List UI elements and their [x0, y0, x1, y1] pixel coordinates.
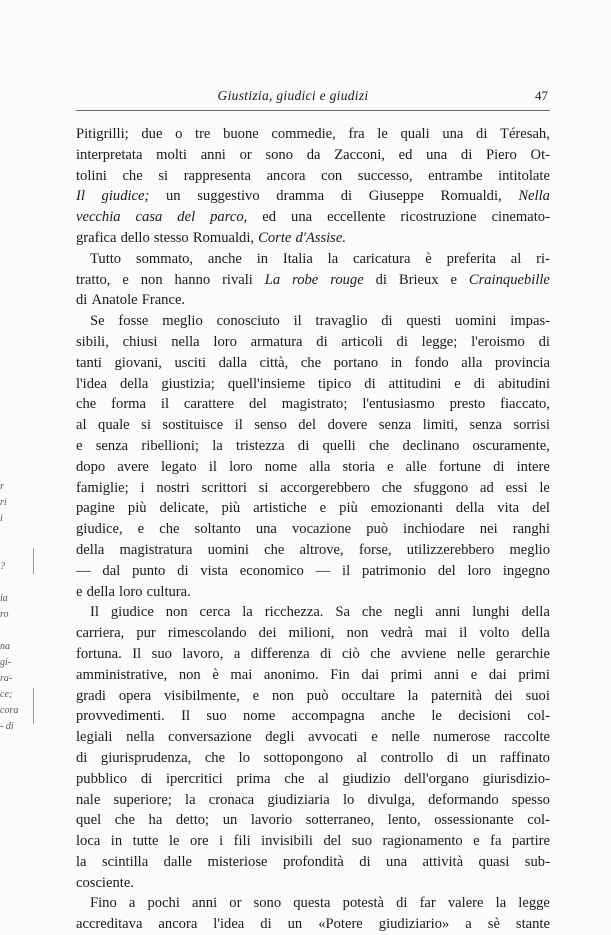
header-rule [76, 110, 550, 111]
left-margin-bleed-through [0, 480, 22, 736]
running-header [78, 88, 548, 106]
text-line: amministrative, non è mai anonimo. Fin dai primi anni e dai primi [76, 666, 550, 683]
text-line: di Anatole France. [76, 292, 186, 309]
margin-fragment: ? [0, 561, 5, 572]
text-line: della magistratura uomini che altrove, forse, utilizzerebbero meglio [76, 541, 550, 558]
margin-fragment: ro [0, 609, 9, 620]
margin-fragment [0, 624, 22, 640]
text-line: carriera, pur rimescolando dei milioni, non vedrà mai il volto della [76, 625, 550, 642]
text-line: al quale si sostituisce il senso del dovere senza limiti, senza sorrisi [76, 417, 550, 434]
text-line: fortuna. Il suo lavoro, a differenza di ciò che avviene nelle gerarchie [76, 645, 550, 662]
text-line: tanti giovani, usciti dalla città, che portano in fondo alla provincia [76, 354, 550, 371]
text-line: che forma il carattere del magistrato; l'entusiasmo presto fiaccato, [76, 396, 550, 413]
text-line: Il giudice non cerca la ricchezza. Sa che negli anni lunghi della [90, 604, 550, 621]
text-line: sibili, chiusi nella loro armatura di articoli di legge; l'eroismo di [76, 333, 550, 350]
text-line: provvedimenti. Il suo nome accompagna anche le decisioni col- [76, 708, 550, 725]
margin-fragment: - di [0, 721, 14, 732]
margin-fragment: gi- [0, 657, 12, 668]
margin-fragment: i [0, 513, 3, 524]
text-line: nale superiore; la cronaca giudiziaria lo divulga, deformando spesso [76, 791, 550, 808]
margin-fragment [0, 576, 22, 592]
text-line: pagine più delicate, più artistiche e più emozionanti della vita del [76, 500, 550, 517]
text-line: l'idea della giustizia; quell'insieme tipico di attitudini e di abitudini [76, 375, 550, 392]
text-line: famiglie; i nostri scrittori si accorgerebbero che sfuggono ad essi le [76, 479, 550, 496]
text-line: tratto, e non hanno rivali La robe rouge di Brieux e Crainquebille [76, 271, 550, 288]
text-line: Pitigrilli; due o tre buone commedie, fra le quali una di Téresah, [76, 126, 550, 142]
text-line: Se fosse meglio conosciuto il travaglio di questi uomini impas- [90, 313, 550, 330]
text-line: la scintilla dalle misteriose profondità di una attività quasi sub- [76, 853, 550, 870]
text-line: e senza ribellioni; la tristezza di quelli che declinano oscuramente, [76, 437, 550, 454]
text-line: Il giudice; un suggestivo dramma di Giuseppe Romualdi, Nella [76, 188, 550, 205]
margin-mark [33, 688, 34, 724]
margin-fragment [0, 544, 22, 560]
text-line: giudice, e che soltanto una vocazione può inchiodare nei ranghi [76, 521, 550, 538]
text-line: Tutto sommato, anche in Italia la caricatura è preferita al ri- [90, 250, 550, 267]
text-line: loca in tutte le ore i fili invisibili del suo ragionamento e fa partire [76, 833, 550, 850]
margin-mark [33, 548, 34, 574]
margin-fragment: r [0, 481, 4, 492]
body-text [76, 124, 550, 935]
running-title: Giustizia, giudici e giudizi [217, 88, 369, 103]
margin-fragment [0, 528, 22, 544]
margin-fragment: ia [0, 593, 8, 604]
margin-fragment: na [0, 641, 10, 652]
text-line: e della loro cultura. [76, 583, 191, 600]
text-line: accreditava ancora l'idea di un «Potere giudiziario» a sè stante [76, 916, 550, 933]
text-line: Fino a pochi anni or sono questa potestà di far valere la legge [90, 895, 550, 912]
text-line: dopo avere legato il loro nome alla storia e alle fortune di intere [76, 458, 550, 475]
text-line: di giurisprudenza, che lo sottopongono al controllo di un raffinato [76, 749, 550, 766]
text-line: gradi opera visibilmente, e non può occultare la paternità dei suoi [76, 687, 550, 704]
text-line: legiali nella conversazione degli avvocati e nelle numerose raccolte [76, 729, 550, 746]
text-line: grafica dello stesso Romualdi, Corte d'Assise. [76, 229, 346, 246]
text-line: interpretata molti anni or sono da Zacconi, ed una di Piero Ot- [76, 146, 550, 163]
text-line: — dal punto di vista economico — il patrimonio del loro ingegno [76, 562, 550, 579]
page-number: 47 [535, 88, 548, 103]
margin-fragment: ri [0, 497, 7, 508]
margin-fragment: ra- [0, 673, 13, 684]
text-line: pubblico di ipercritici prima che al giudizio dell'organo giurisdizio- [76, 770, 550, 787]
margin-fragment: ce; [0, 689, 13, 700]
text-line: quel che ha detto; un lavorio sotterraneo, lento, ossessionante col- [76, 812, 550, 829]
text-line: tolini che si rappresenta ancora con successo, entrambe intitolate [76, 167, 550, 184]
margin-fragment: cora [0, 705, 19, 716]
text-line: vecchia casa del parco, ed una eccellente ricostruzione cinemato- [76, 209, 550, 226]
text-line: cosciente. [76, 874, 134, 891]
